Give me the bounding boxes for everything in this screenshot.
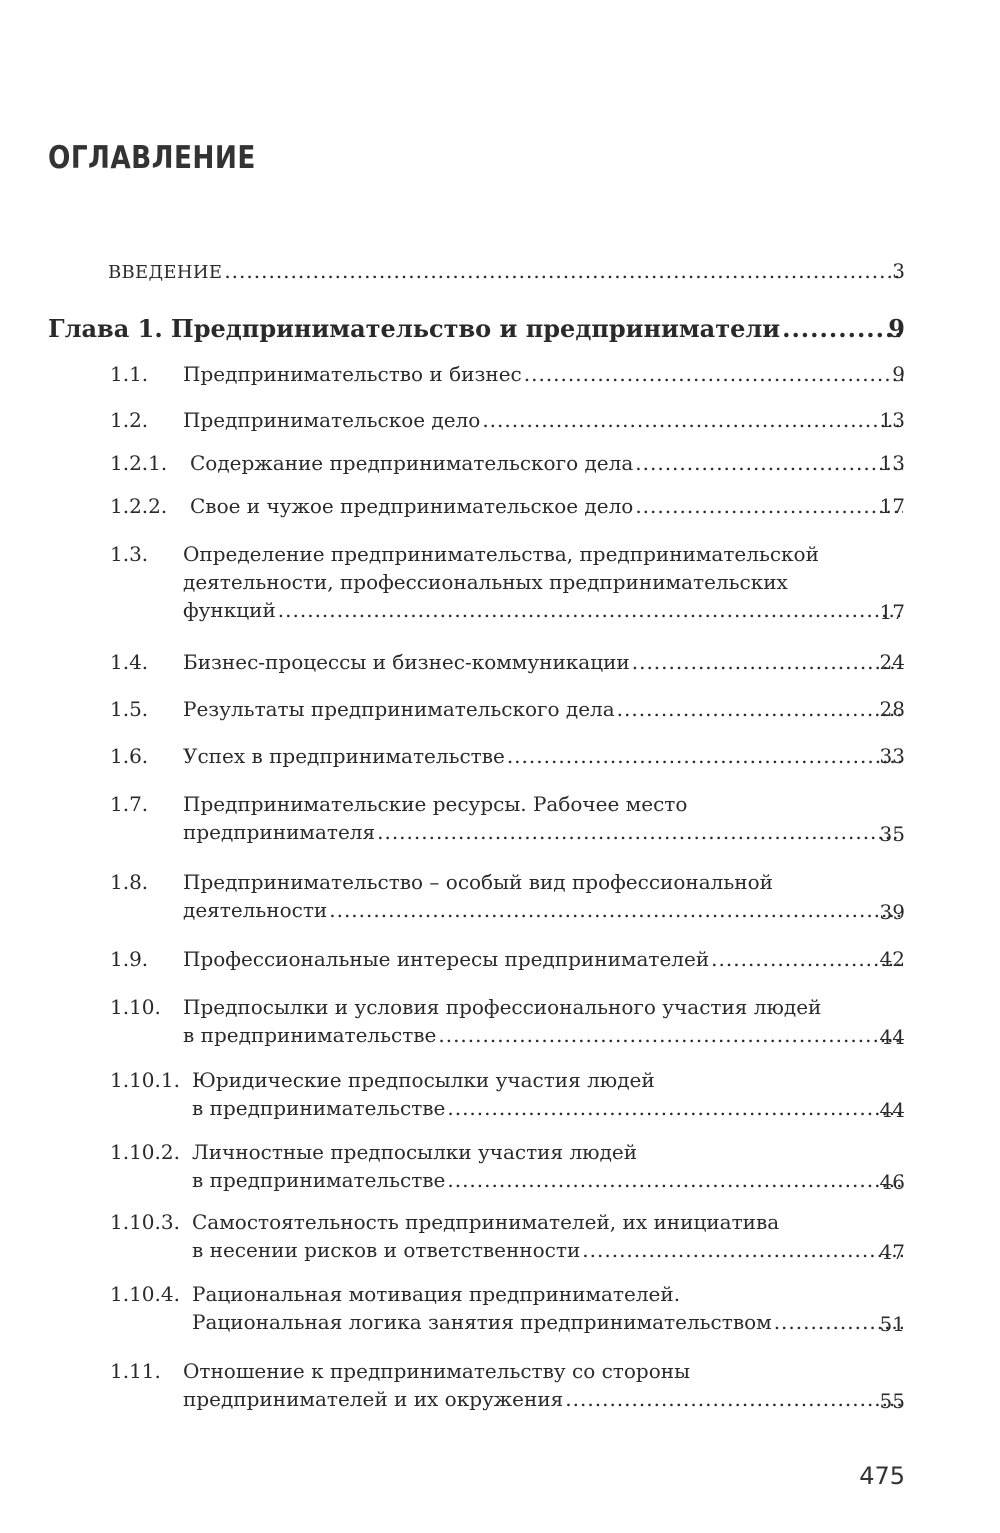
section-number: 1.5.: [110, 697, 149, 721]
entry-title: Содержание предпринимательского дела: [190, 451, 634, 475]
dot-leader: [329, 896, 903, 924]
page-number: 55: [879, 1389, 905, 1413]
toc-entry-chapter-1[interactable]: [0, 313, 1000, 345]
section-number: 1.6.: [110, 744, 149, 768]
entry-title-line: в несении рисков и ответственности: [192, 1238, 581, 1262]
toc-entry-1-10[interactable]: [0, 993, 1000, 1051]
dot-leader: [711, 945, 903, 973]
section-number: 1.2.: [110, 408, 149, 432]
toc-entry-1-9[interactable]: [0, 945, 1000, 973]
toc-entry-1-4[interactable]: [0, 648, 1000, 676]
page-number: 39: [879, 900, 905, 924]
dot-leader: [635, 449, 903, 477]
toc-entry-1-3[interactable]: [0, 540, 1000, 626]
toc-entry-1-8[interactable]: [0, 868, 1000, 926]
entry-title: Результаты предпринимательского дела: [183, 697, 615, 721]
toc-entry-1-6[interactable]: [0, 742, 1000, 770]
dot-leader: [482, 406, 903, 434]
dot-leader: [224, 257, 903, 285]
chapter-label: Глава 1.: [48, 314, 163, 343]
page-number: 13: [879, 408, 905, 432]
page-number: 17: [879, 600, 905, 624]
entry-title: Предпринимательское дело: [183, 408, 481, 432]
toc-entry-1-10-2[interactable]: [0, 1138, 1000, 1196]
toc-entry-introduction[interactable]: [0, 257, 1000, 285]
entry-title-line: Личностные предпосылки участия людей: [192, 1140, 638, 1164]
dot-leader: [507, 742, 903, 770]
section-number: 1.2.2.: [110, 494, 168, 518]
entry-title-line: предпринимателя: [183, 820, 376, 844]
toc-entry-1-10-4[interactable]: [0, 1280, 1000, 1338]
toc-entry-1-2[interactable]: [0, 406, 1000, 434]
page-number: 35: [879, 822, 905, 846]
toc-entry-1-11[interactable]: [0, 1357, 1000, 1415]
page-number: 9: [888, 314, 905, 343]
dot-leader: [635, 492, 903, 520]
dot-leader: [617, 695, 903, 723]
page-number: 44: [879, 1098, 905, 1122]
entry-title-line: Предпринимательство – особый вид профессиональной: [183, 870, 773, 894]
footer-page-number: 475: [859, 1462, 905, 1490]
page-number: 51: [879, 1312, 905, 1336]
page-number: 42: [879, 947, 905, 971]
entry-title-line: Предпосылки и условия профессионального участия людей: [183, 995, 822, 1019]
section-number: 1.10.1.: [110, 1068, 180, 1092]
toc-entry-1-1[interactable]: [0, 360, 1000, 388]
toc-entry-1-2-1[interactable]: [0, 449, 1000, 477]
dot-leader: [782, 313, 903, 345]
dot-leader: [524, 360, 903, 388]
page-number: 9: [892, 362, 905, 386]
entry-title: Предпринимательство и бизнес: [183, 362, 522, 386]
toc-entry-1-10-3[interactable]: [0, 1208, 1000, 1266]
entry-title: Свое и чужое предпринимательское дело: [190, 494, 634, 518]
dot-leader: [565, 1385, 903, 1413]
toc-entry-1-10-1[interactable]: [0, 1066, 1000, 1124]
section-number: 1.3.: [110, 542, 149, 566]
dot-leader: [632, 648, 903, 676]
toc-entry-1-2-2[interactable]: [0, 492, 1000, 520]
entry-title-line: Рациональная логика занятия предпринимательством: [192, 1310, 772, 1334]
entry-title-line: Рациональная мотивация предпринимателей.: [192, 1282, 681, 1306]
section-number: 1.2.1.: [110, 451, 168, 475]
section-number: 1.10.3.: [110, 1210, 180, 1234]
dot-leader: [447, 1166, 903, 1194]
section-number: 1.7.: [110, 792, 149, 816]
section-number: 1.8.: [110, 870, 149, 894]
page-number: 17: [879, 494, 905, 518]
page-number: 13: [879, 451, 905, 475]
section-number: 1.10.: [110, 995, 161, 1019]
entry-title: Профессиональные интересы предпринимателей: [183, 947, 710, 971]
page-number: 24: [879, 650, 905, 674]
entry-title-line: в предпринимательстве: [192, 1096, 446, 1120]
entry-title: Бизнес-процессы и бизнес-коммуникации: [183, 650, 630, 674]
entry-title-line: предпринимателей и их окружения: [183, 1387, 564, 1411]
page-title: ОГЛАВЛЕНИЕ: [48, 140, 256, 176]
page-number: 46: [879, 1170, 905, 1194]
entry-title-line: Юридические предпосылки участия людей: [192, 1068, 655, 1092]
entry-title-line: Предпринимательские ресурсы. Рабочее место: [183, 792, 688, 816]
entry-title-line: Самостоятельность предпринимателей, их инициатива: [192, 1210, 780, 1234]
section-number: 1.11.: [110, 1359, 161, 1383]
section-number: 1.4.: [110, 650, 149, 674]
page-number: 33: [879, 744, 905, 768]
entry-title: ВВЕДЕНИЕ: [108, 262, 223, 283]
entry-title-line: Отношение к предпринимательству со стороны: [183, 1359, 691, 1383]
entry-title: Успех в предпринимательстве: [183, 744, 505, 768]
section-number: 1.1.: [110, 362, 149, 386]
page-number: 44: [879, 1025, 905, 1049]
entry-title-line: деятельности, профессиональных предпринимательских: [183, 570, 788, 594]
entry-title-line: Определение предпринимательства, предпринимательской: [183, 542, 819, 566]
section-number: 1.10.2.: [110, 1140, 180, 1164]
dot-leader: [377, 818, 903, 846]
entry-title-line: в предпринимательстве: [183, 1023, 437, 1047]
entry-title-line: деятельности: [183, 898, 328, 922]
toc-entry-1-7[interactable]: [0, 790, 1000, 848]
dot-leader: [447, 1094, 903, 1122]
entry-title: Предпринимательство и предприниматели: [171, 314, 781, 343]
section-number: 1.9.: [110, 947, 149, 971]
dot-leader: [438, 1021, 903, 1049]
page-number: 28: [879, 697, 905, 721]
toc-entry-1-5[interactable]: [0, 695, 1000, 723]
dot-leader: [582, 1236, 903, 1264]
page-number: 3: [892, 259, 905, 283]
page-number: 47: [879, 1240, 905, 1264]
dot-leader: [278, 596, 903, 624]
entry-title-line: функций: [183, 598, 276, 622]
entry-title-line: в предпринимательстве: [192, 1168, 446, 1192]
section-number: 1.10.4.: [110, 1282, 180, 1306]
